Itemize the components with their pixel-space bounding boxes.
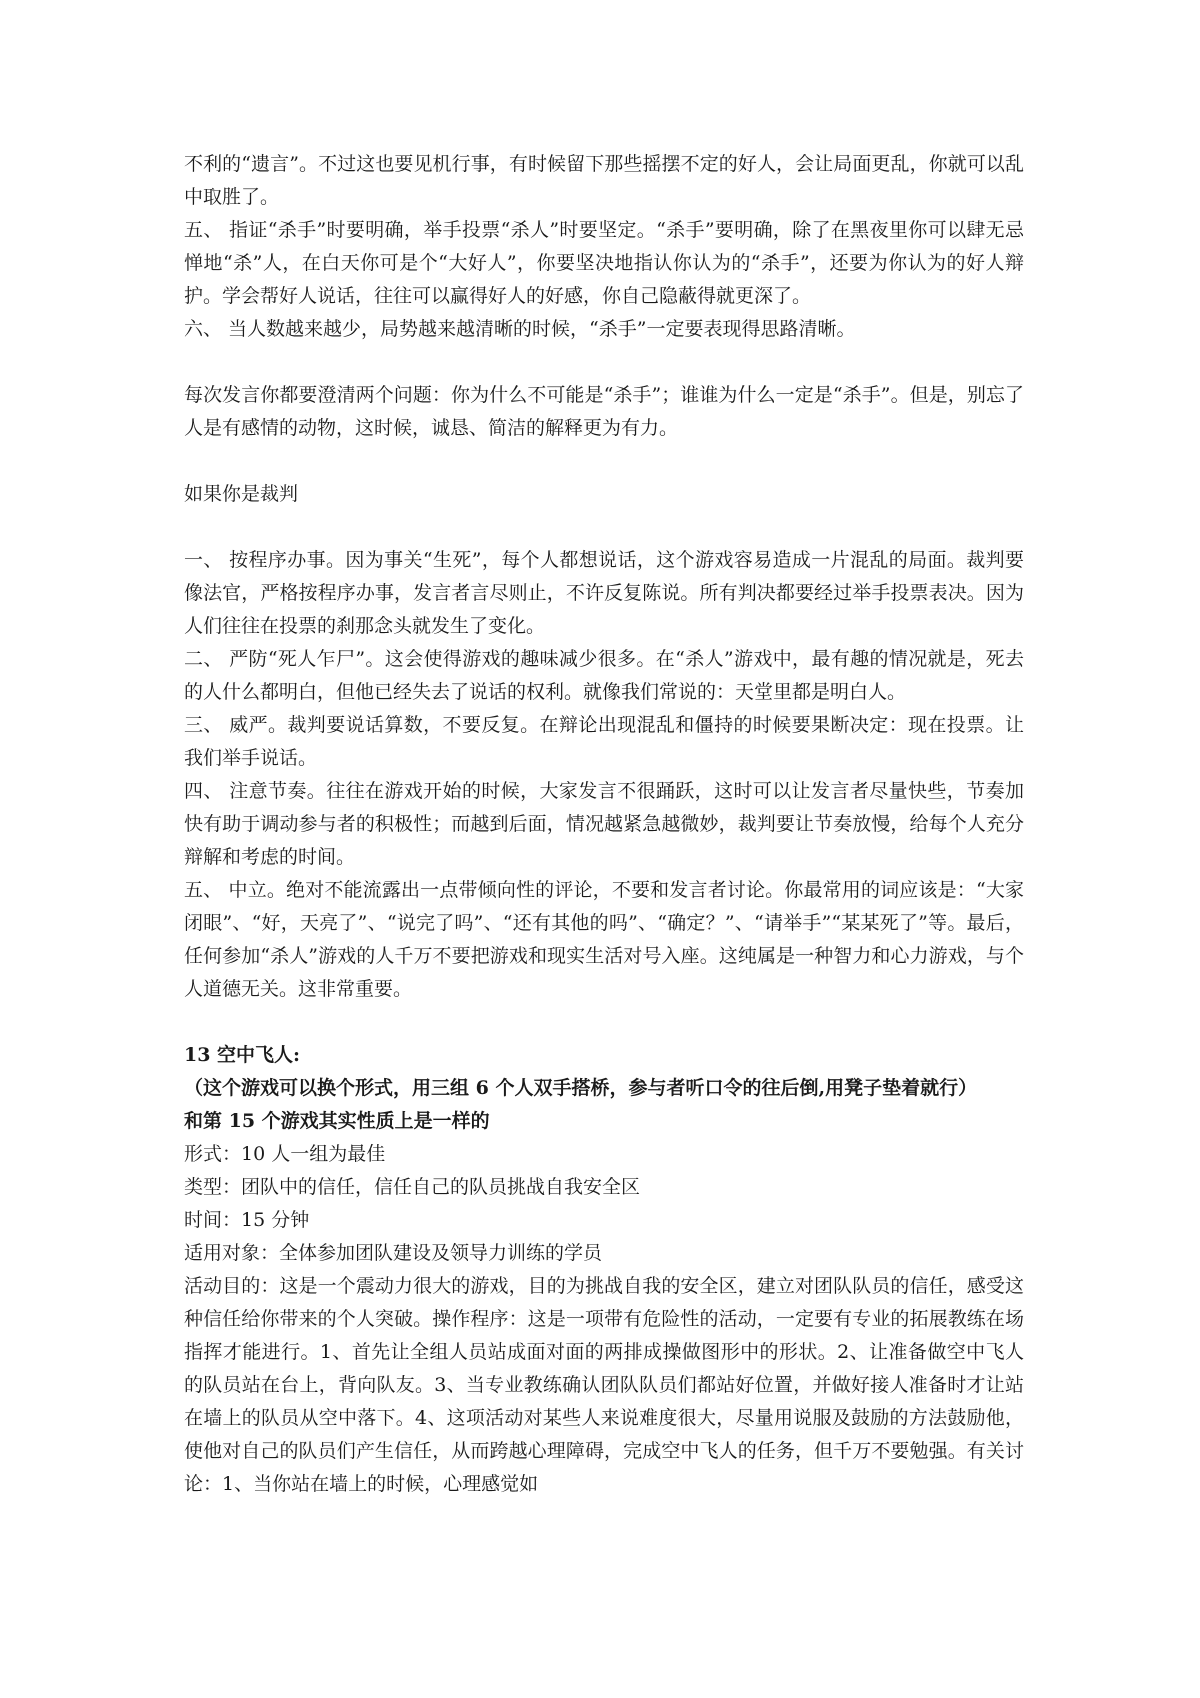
list-item: 二、 严防“死人乍尸”。这会使得游戏的趣味减少很多。在“杀人”游戏中，最有趣的情况就是，死去的人什么都明白，但他已经失去了说话的权利。就像我们常说的：天堂里都是明白人。 (184, 648, 1024, 703)
section-heading-judge: 如果你是裁判 (184, 483, 299, 505)
spacer (184, 445, 1024, 478)
list-item: 四、 注意节奏。往往在游戏开始的时候，大家发言不很踊跃，这时可以让发言者尽量快些，节奏加快有助于调动参与者的积极性；而越到后面，情况越紧急越微妙，裁判要让节奏放慢，给每个人充分辩解和考虑的时间。 (184, 780, 1024, 868)
list-item: 一、 按程序办事。因为事关“生死”，每个人都想说话，这个游戏容易造成一片混乱的局面。裁判要像法官，严格按程序办事，发言者言尽则止，不许反复陈说。所有判决都要经过举手投票表决。因为人们往往在投票的刹那念头就发生了变化。 (184, 549, 1024, 637)
spacer (184, 346, 1024, 379)
list-item: 五、 中立。绝对不能流露出一点带倾向性的评论，不要和发言者讨论。你最常用的词应该是：“大家闭眼”、“好，天亮了”、“说完了吗”、“还有其他的吗”、“确定？”、“请举手”“某某死了”等。最后，任何参加“杀人”游戏的人千万不要把游戏和现实生活对号入座。这纯属是一种智力和心力游戏，与个人道德无关。这非常重要。 (184, 879, 1024, 1000)
paragraph: 每次发言你都要澄清两个问题：你为什么不可能是“杀手”；谁谁为什么一定是“杀手”。但是，别忘了人是有感情的动物，这时候，诚恳、简洁的解释更为有力。 (184, 384, 1024, 439)
purpose-paragraph: 活动目的：这是一个震动力很大的游戏，目的为挑战自我的安全区，建立对团队队员的信任，感受这种信任给你带来的个人突破。操作程序：这是一项带有危险性的活动，一定要有专业的拓展教练在场指挥才能进行。1、首先让全组人员站成面对面的两排成操做图形中的形状。2、让准备做空中飞人的队员站在台上，背向队友。3、当专业教练确认团队队员们都站好位置，并做好接人准备时才让站在墙上的队员从空中落下。4、这项活动对某些人来说难度很大，尽量用说服及鼓励的方法鼓励他，使他对自己的队员们产生信任，从而跨越心理障碍，完成空中飞人的任务，但千万不要勉强。有关讨论：1、当你站在墙上的时候，心理感觉如 (184, 1275, 1024, 1495)
section-note: （这个游戏可以换个形式，用三组 6 个人双手搭桥，参与者听口令的往后倒,用凳子垫着就行） (184, 1077, 978, 1099)
list-item: 三、 威严。裁判要说话算数，不要反复。在辩论出现混乱和僵持的时候要果断决定：现在投票。让我们举手说话。 (184, 714, 1024, 769)
form-line: 形式：10 人一组为最佳 (184, 1143, 386, 1165)
section-note-2: 和第 15 个游戏其实性质上是一样的 (184, 1110, 490, 1132)
list-item: 六、 当人数越来越少，局势越来越清晰的时候，“杀手”一定要表现得思路清晰。 (184, 318, 856, 340)
spacer (184, 1006, 1024, 1039)
list-item: 五、 指证“杀手”时要明确，举手投票“杀人”时要坚定。“杀手”要明确，除了在黑夜里你可以肆无忌惮地“杀”人，在白天你可是个“大好人”，你要坚决地指认你认为的“杀手”，还要为你认为的好人辩护。学会帮好人说话，往往可以赢得好人的好感，你自己隐蔽得就更深了。 (184, 219, 1024, 307)
audience-line: 适用对象：全体参加团队建设及领导力训练的学员 (184, 1242, 603, 1264)
time-line: 时间：15 分钟 (184, 1209, 310, 1231)
section-title: 13 空中飞人: (184, 1044, 301, 1066)
paragraph: 不利的“遗言”。不过这也要见机行事，有时候留下那些摇摆不定的好人，会让局面更乱，你就可以乱中取胜了。 (184, 153, 1024, 208)
document-page (184, 148, 1024, 1501)
spacer (184, 511, 1024, 544)
type-line: 类型：团队中的信任，信任自己的队员挑战自我安全区 (184, 1176, 641, 1198)
